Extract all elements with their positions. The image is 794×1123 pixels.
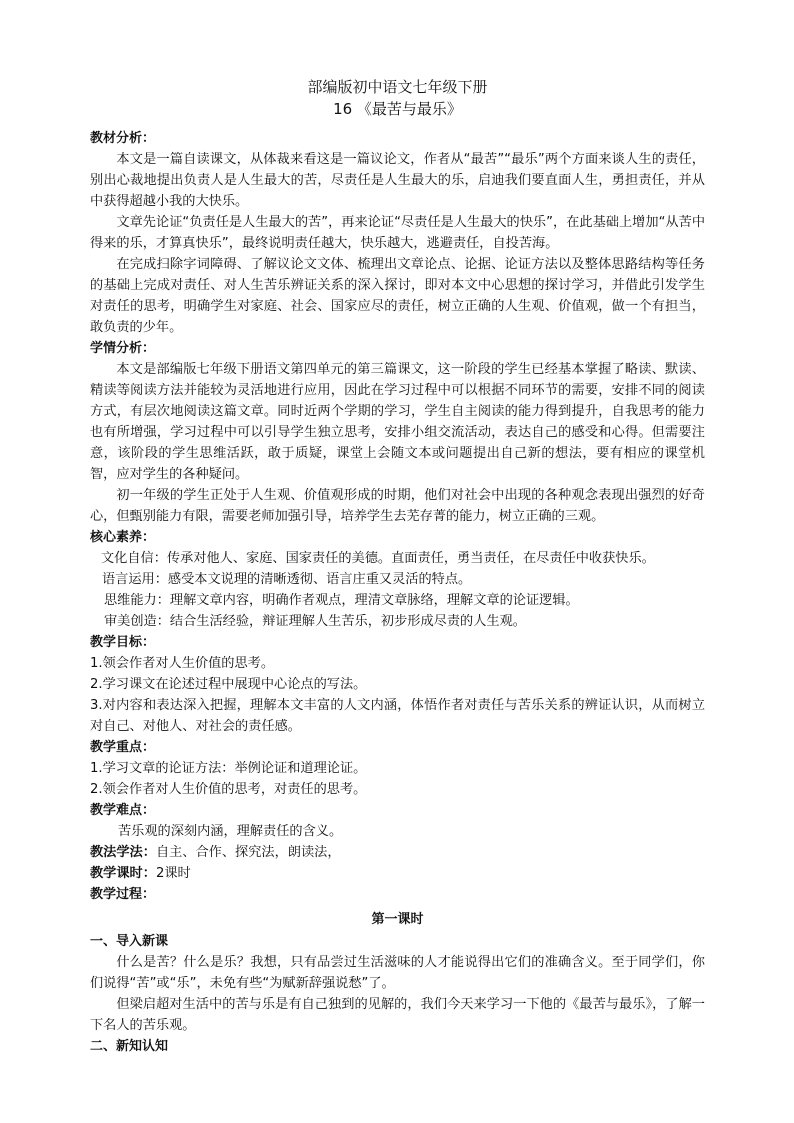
key-item-1: 1.学习文章的论证方法：举例论证和道理论证。 — [90, 761, 367, 776]
section-heading-analysis: 教材分析： — [90, 131, 156, 146]
goal-item-3: 3.对内容和表达深入把握，理解本文丰富的人文内涵，体悟作者对责任与苦乐关系的辨证认识，从而树立对自己、对他人、对社会的责任感。 — [90, 698, 705, 734]
method-text: 自主、合作、探究法，朗读法， — [155, 845, 341, 860]
goal-item-2: 2.学习课文在论述过程中展现中心论点的写法。 — [90, 677, 367, 692]
method-line — [90, 842, 705, 863]
hours-text: 2课时 — [155, 866, 191, 881]
section-heading-process: 教学过程： — [90, 887, 156, 902]
core-item-language: 语言运用：感受本文说理的清晰透彻、语言庄重又灵活的特点。 — [102, 572, 472, 587]
core-item-culture: 文化自信：传承对他人、家庭、国家责任的美德。直面责任，勇当责任，在尽责任中收获快乐。 — [101, 551, 655, 566]
intro-paragraph-1: 什么是苦？什么是乐？我想，只有品尝过生活滋味的人才能说得出它们的准确含义。至于同学们，你们说得“苦”或“乐”，未免有些“为赋新辞强说愁”了。 — [90, 955, 705, 991]
method-heading: 教法学法： — [90, 845, 156, 860]
document-subtitle: 16 《最苦与最乐》 — [333, 100, 462, 118]
document-content — [90, 76, 705, 1057]
lesson-title: 第一课时 — [371, 912, 424, 927]
document-title: 部编版初中语文七年级下册 — [307, 78, 488, 96]
difficulty-item: 苦乐观的深刻内涵，理解责任的含义。 — [118, 824, 343, 839]
analysis-paragraph-3: 在完成扫除字词障碍、了解议论文文体、梳理出文章论点、论据、论证方法以及整体思路结构等任务的基础上完成对责任、对人生苦乐辨证关系的深入探讨，即对本文中心思想的探讨学习，并借此引发学生对责任的思考，明确学生对家庭、社会、国家应尽的责任，树立正确的人生观、价值观，做一个有担当，敢负责的少年。 — [90, 257, 705, 335]
section-heading-core: 核心素养： — [90, 530, 156, 545]
section-heading-goals: 教学目标： — [90, 635, 156, 650]
hours-line — [90, 863, 705, 884]
section-heading-key: 教学重点： — [90, 740, 156, 755]
core-item-aesthetics: 审美创造：结合生活经验，辩证理解人生苦乐，初步形成尽责的人生观。 — [104, 614, 526, 629]
step-heading-intro: 一、导入新课 — [90, 934, 169, 949]
section-heading-difficulty: 教学难点： — [90, 803, 156, 818]
goal-item-1: 1.领会作者对人生价值的思考。 — [90, 656, 275, 671]
analysis-paragraph-1: 本文是一篇自读课文，从体裁来看这是一篇议论文，作者从“最苦”“最乐”两个方面来谈人生的责任，别出心裁地提出负责人是人生最大的苦，尽责任是人生最大的乐，启迪我们要直面人生，勇担责任，并从中获得超越小我的大快乐。 — [90, 152, 705, 209]
hours-heading: 教学课时： — [90, 866, 156, 881]
key-item-2: 2.领会作者对人生价值的思考，对责任的思考。 — [90, 782, 367, 797]
intro-paragraph-2: 但梁启超对生活中的苦与乐是有自己独到的见解的，我们今天来学习一下他的《最苦与最乐》，了解一下名人的苦乐观。 — [90, 997, 705, 1033]
analysis-paragraph-2: 文章先论证“负责任是人生最大的苦”，再来论证“尽责任是人生最大的快乐”，在此基础上增加“从苦中得来的乐，才算真快乐”，最终说明责任越大，快乐越大，逃避责任，自投苦海。 — [90, 215, 705, 251]
step-heading-new-knowledge: 二、新知认知 — [90, 1039, 169, 1054]
section-heading-learner: 学情分析： — [90, 341, 156, 356]
core-item-thinking: 思维能力：理解文章内容，明确作者观点，理清文章脉络，理解文章的论证逻辑。 — [104, 593, 579, 608]
learner-paragraph-2: 初一年级的学生正处于人生观、价值观形成的时期，他们对社会中出现的各种观念表现出强烈的好奇心，但甄别能力有限，需要老师加强引导，培养学生去芜存菁的能力，树立正确的三观。 — [90, 488, 705, 524]
learner-paragraph-1: 本文是部编版七年级下册语文第四单元的第三篇课文，这一阶段的学生已经基本掌握了略读、默读、精读等阅读方法并能较为灵活地进行应用，因此在学习过程中可以根据不同环节的需要，安排不同的阅读方式，有层次地阅读这篇文章。同时近两个学期的学习，学生自主阅读的能力得到提升，自我思考的能力也有所增强，学习过程中可以引导学生独立思考，安排小组交流活动，表达自己的感受和心得。但需要注意，该阶段的学生思维活跃，敢于质疑，课堂上会随文本或问题提出自己新的想法，要有相应的课堂机智，应对学生的各种疑问。 — [90, 362, 705, 482]
